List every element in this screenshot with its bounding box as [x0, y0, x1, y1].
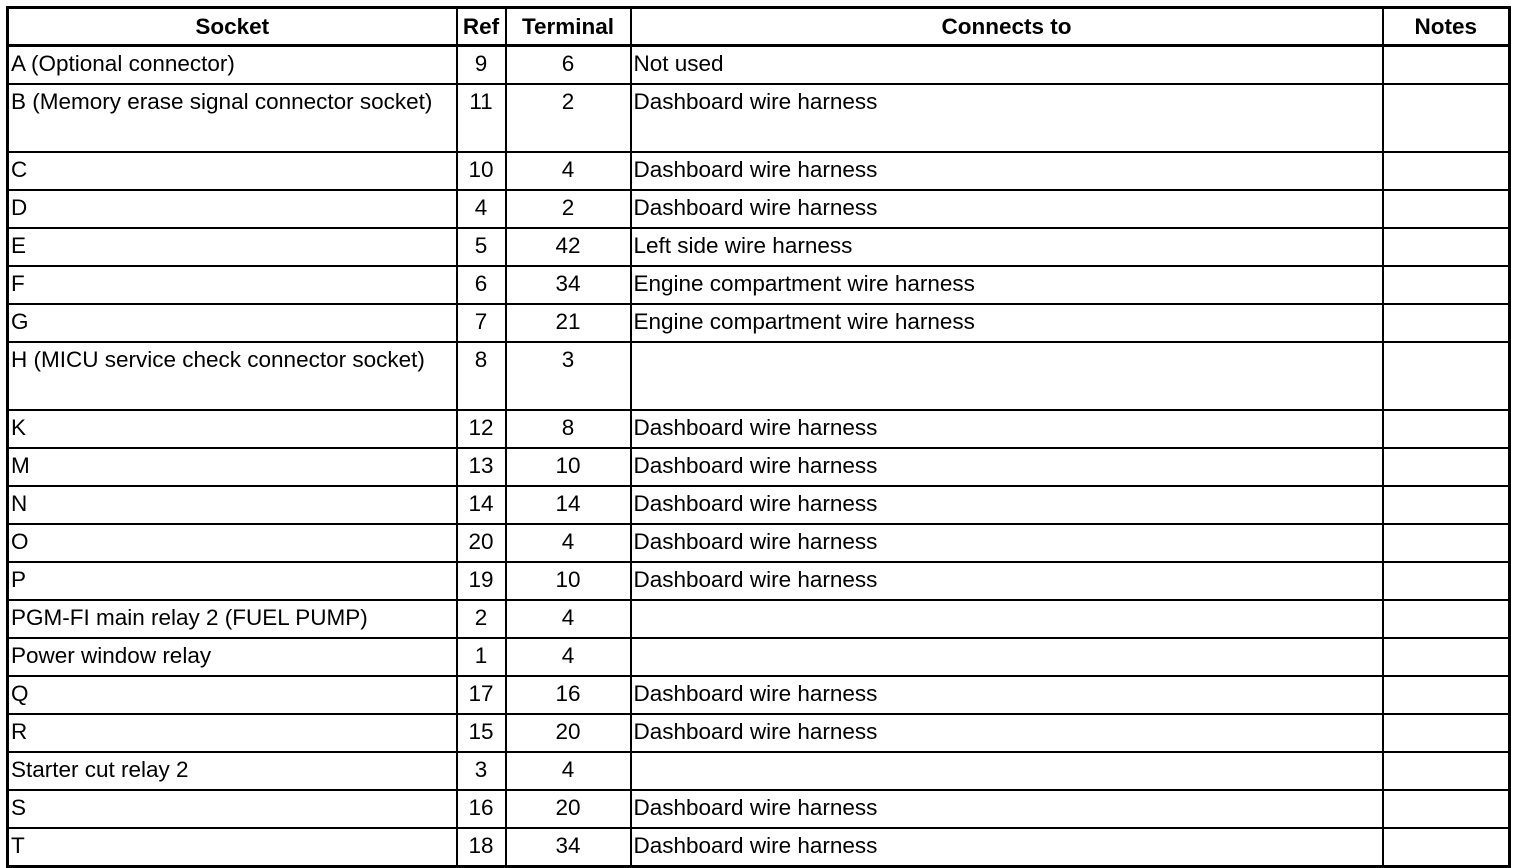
header-ref: Ref — [457, 8, 506, 46]
cell-socket: K — [8, 410, 457, 448]
cell-ref: 4 — [457, 190, 506, 228]
cell-terminal: 34 — [506, 828, 631, 867]
cell-terminal: 20 — [506, 714, 631, 752]
cell-terminal: 34 — [506, 266, 631, 304]
cell-connects-to: Not used — [631, 46, 1383, 85]
cell-terminal: 4 — [506, 752, 631, 790]
cell-socket: D — [8, 190, 457, 228]
cell-notes — [1383, 152, 1510, 190]
cell-ref: 17 — [457, 676, 506, 714]
cell-ref: 9 — [457, 46, 506, 85]
cell-terminal: 6 — [506, 46, 631, 85]
cell-connects-to: Dashboard wire harness — [631, 714, 1383, 752]
cell-socket: Q — [8, 676, 457, 714]
cell-ref: 12 — [457, 410, 506, 448]
table-row — [8, 266, 1510, 304]
table-row — [8, 342, 1510, 410]
cell-notes — [1383, 486, 1510, 524]
table-row — [8, 84, 1510, 152]
cell-connects-to: Dashboard wire harness — [631, 562, 1383, 600]
table-row — [8, 152, 1510, 190]
cell-ref: 6 — [457, 266, 506, 304]
cell-socket: N — [8, 486, 457, 524]
header-connects-to: Connects to — [631, 8, 1383, 46]
header-socket: Socket — [8, 8, 457, 46]
cell-ref: 16 — [457, 790, 506, 828]
header-row — [8, 8, 1510, 46]
table-row — [8, 638, 1510, 676]
cell-connects-to: Dashboard wire harness — [631, 84, 1383, 152]
header-terminal: Terminal — [506, 8, 631, 46]
cell-ref: 7 — [457, 304, 506, 342]
cell-connects-to: Dashboard wire harness — [631, 152, 1383, 190]
cell-ref: 15 — [457, 714, 506, 752]
cell-ref: 2 — [457, 600, 506, 638]
cell-socket: T — [8, 828, 457, 867]
cell-notes — [1383, 304, 1510, 342]
cell-ref: 5 — [457, 228, 506, 266]
table-body — [8, 46, 1510, 867]
table-row — [8, 46, 1510, 85]
cell-notes — [1383, 410, 1510, 448]
cell-notes — [1383, 524, 1510, 562]
cell-terminal: 4 — [506, 600, 631, 638]
cell-notes — [1383, 562, 1510, 600]
table-row — [8, 190, 1510, 228]
cell-ref: 11 — [457, 84, 506, 152]
cell-terminal: 10 — [506, 562, 631, 600]
cell-ref: 13 — [457, 448, 506, 486]
cell-connects-to: Dashboard wire harness — [631, 828, 1383, 867]
cell-terminal: 8 — [506, 410, 631, 448]
table-row — [8, 562, 1510, 600]
cell-notes — [1383, 266, 1510, 304]
cell-socket: Starter cut relay 2 — [8, 752, 457, 790]
cell-terminal: 2 — [506, 84, 631, 152]
cell-connects-to: Dashboard wire harness — [631, 676, 1383, 714]
cell-notes — [1383, 676, 1510, 714]
cell-connects-to — [631, 752, 1383, 790]
cell-notes — [1383, 638, 1510, 676]
table-row — [8, 600, 1510, 638]
cell-ref: 3 — [457, 752, 506, 790]
cell-socket: G — [8, 304, 457, 342]
cell-terminal: 42 — [506, 228, 631, 266]
cell-terminal: 14 — [506, 486, 631, 524]
cell-notes — [1383, 342, 1510, 410]
cell-terminal: 20 — [506, 790, 631, 828]
cell-connects-to — [631, 638, 1383, 676]
cell-socket: F — [8, 266, 457, 304]
cell-socket: B (Memory erase signal connector socket) — [8, 84, 457, 152]
cell-socket: S — [8, 790, 457, 828]
cell-socket: M — [8, 448, 457, 486]
cell-connects-to: Left side wire harness — [631, 228, 1383, 266]
cell-notes — [1383, 448, 1510, 486]
cell-socket: Power window relay — [8, 638, 457, 676]
cell-notes — [1383, 46, 1510, 85]
table-row — [8, 714, 1510, 752]
table-row — [8, 676, 1510, 714]
cell-socket: O — [8, 524, 457, 562]
cell-ref: 20 — [457, 524, 506, 562]
cell-connects-to: Dashboard wire harness — [631, 410, 1383, 448]
cell-terminal: 16 — [506, 676, 631, 714]
cell-connects-to — [631, 600, 1383, 638]
header-notes: Notes — [1383, 8, 1510, 46]
table-row — [8, 486, 1510, 524]
cell-connects-to: Dashboard wire harness — [631, 486, 1383, 524]
cell-ref: 14 — [457, 486, 506, 524]
connector-table — [6, 6, 1511, 868]
cell-terminal: 21 — [506, 304, 631, 342]
cell-socket: C — [8, 152, 457, 190]
cell-connects-to: Dashboard wire harness — [631, 790, 1383, 828]
cell-connects-to: Dashboard wire harness — [631, 448, 1383, 486]
cell-terminal: 3 — [506, 342, 631, 410]
cell-notes — [1383, 600, 1510, 638]
cell-connects-to: Engine compartment wire harness — [631, 266, 1383, 304]
cell-notes — [1383, 84, 1510, 152]
cell-notes — [1383, 228, 1510, 266]
cell-ref: 18 — [457, 828, 506, 867]
cell-ref: 8 — [457, 342, 506, 410]
table-row — [8, 410, 1510, 448]
cell-socket: PGM-FI main relay 2 (FUEL PUMP) — [8, 600, 457, 638]
cell-socket: R — [8, 714, 457, 752]
table-row — [8, 524, 1510, 562]
cell-ref: 10 — [457, 152, 506, 190]
cell-socket: H (MICU service check connector socket) — [8, 342, 457, 410]
cell-terminal: 10 — [506, 448, 631, 486]
cell-ref: 1 — [457, 638, 506, 676]
cell-terminal: 4 — [506, 524, 631, 562]
cell-socket: E — [8, 228, 457, 266]
cell-notes — [1383, 190, 1510, 228]
table-row — [8, 790, 1510, 828]
cell-terminal: 4 — [506, 152, 631, 190]
cell-ref: 19 — [457, 562, 506, 600]
cell-notes — [1383, 790, 1510, 828]
cell-terminal: 2 — [506, 190, 631, 228]
table-row — [8, 752, 1510, 790]
cell-connects-to: Engine compartment wire harness — [631, 304, 1383, 342]
cell-notes — [1383, 828, 1510, 867]
cell-notes — [1383, 714, 1510, 752]
cell-connects-to: Dashboard wire harness — [631, 524, 1383, 562]
cell-terminal: 4 — [506, 638, 631, 676]
table-row — [8, 304, 1510, 342]
cell-notes — [1383, 752, 1510, 790]
cell-socket: A (Optional connector) — [8, 46, 457, 85]
cell-socket: P — [8, 562, 457, 600]
table-row — [8, 828, 1510, 867]
table-header — [8, 8, 1510, 46]
cell-connects-to — [631, 342, 1383, 410]
table-row — [8, 228, 1510, 266]
table-row — [8, 448, 1510, 486]
cell-connects-to: Dashboard wire harness — [631, 190, 1383, 228]
